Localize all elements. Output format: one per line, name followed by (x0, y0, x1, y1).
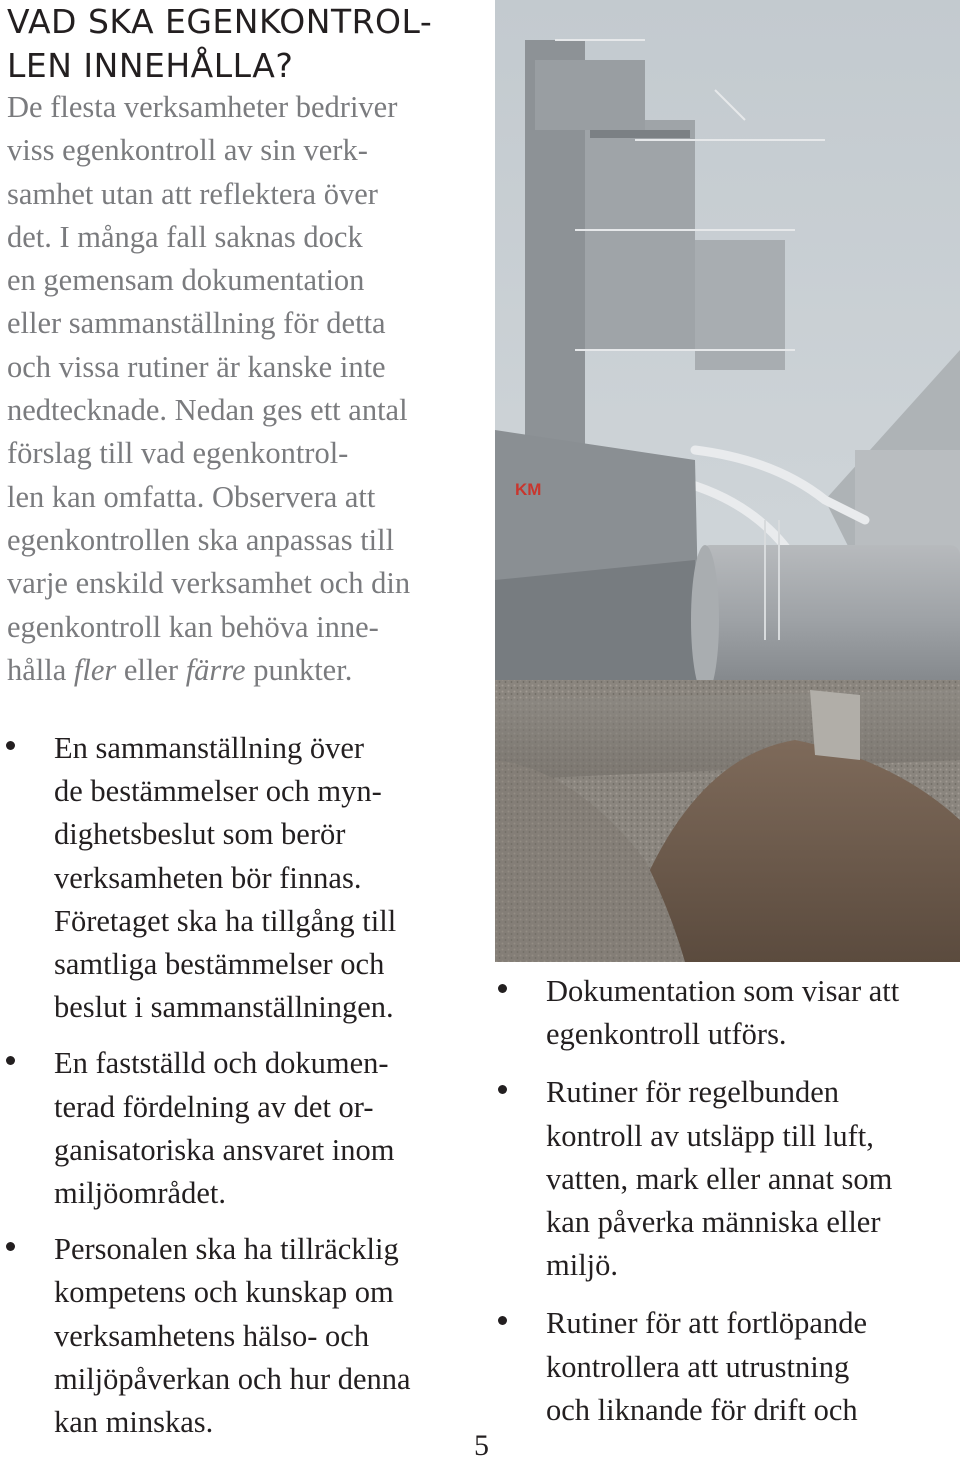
list-item-line: vatten, mark eller annat som (546, 1161, 893, 1196)
list-item-line: kan påverka människa eller (546, 1205, 881, 1240)
list-item (6, 1042, 486, 1215)
list-item-line: kan minskas. (54, 1405, 214, 1440)
list-item-line: Företaget ska ha tillgång till (54, 903, 397, 938)
list-item-line: de bestämmelser och myn- (54, 774, 382, 809)
photo-illustration (495, 0, 960, 962)
list-item-line: beslut i sammanställningen. (54, 990, 394, 1025)
section-heading (7, 0, 477, 88)
intro-line: viss egenkontroll av sin verk- (7, 133, 368, 168)
intro-line: nedtecknade. Nedan ges ett antal (7, 393, 408, 428)
list-item-line: miljöområdet. (54, 1176, 226, 1211)
list-item-line: Dokumentation som visar att (546, 974, 900, 1008)
list-item (498, 1302, 958, 1432)
list-item-line: Rutiner för att fortlöpande (546, 1306, 867, 1341)
heading-line: LEN INNEHÅLLA? (7, 46, 294, 85)
list-item-line: miljöpåverkan och hur denna (54, 1361, 411, 1396)
list-item-line: egenkontroll utförs. (546, 1017, 787, 1052)
list-item-line: terad fördelning av det or- (54, 1089, 374, 1124)
intro-line: förslag till vad egenkontrol- (7, 436, 349, 471)
bullet-dot-icon (6, 741, 15, 750)
list-item-line: En fastställd och dokumen- (54, 1046, 389, 1081)
heading-line: VAD SKA EGENKONTROL- (7, 2, 433, 41)
industrial-plant-photo (495, 0, 960, 962)
list-item-line: och liknande för drift och (546, 1392, 858, 1427)
list-item-line: Personalen ska ha tillräcklig (54, 1232, 399, 1267)
intro-line: len kan omfatta. Observera att (7, 479, 376, 514)
emphasis-farre: färre (185, 652, 246, 687)
intro-last-line (7, 649, 487, 692)
list-item (6, 1228, 486, 1444)
list-item (498, 970, 958, 1056)
list-item-line: samtliga bestämmelser och (54, 947, 385, 982)
right-bullet-list (498, 970, 958, 1447)
plant-logo: KM (515, 480, 542, 499)
page-number: 5 (474, 1429, 489, 1462)
intro-line: det. I många fall saknas dock (7, 219, 363, 254)
list-item-line: kontroll av utsläpp till luft, (546, 1118, 874, 1153)
list-item (6, 727, 486, 1029)
left-bullet-list (6, 727, 486, 1457)
list-item-line: Rutiner för regelbunden (546, 1075, 840, 1110)
bullet-dot-icon (498, 984, 507, 993)
intro-paragraph (7, 86, 487, 692)
intro-line: och vissa rutiner är kanske inte (7, 349, 386, 384)
list-item-line: ganisatoriska ansvaret inom (54, 1132, 395, 1167)
bullet-dot-icon (498, 1316, 507, 1325)
intro-line: eller sammanställning för detta (7, 306, 386, 341)
bullet-dot-icon (6, 1242, 15, 1251)
intro-text: punkter. (245, 652, 353, 687)
bullet-dot-icon (498, 1085, 507, 1094)
intro-line: De flesta verksamheter bedriver (7, 90, 398, 124)
list-item-line: verksamheten bör finnas. (54, 860, 362, 895)
bullet-dot-icon (6, 1056, 15, 1065)
list-item-line: kompetens och kunskap om (54, 1275, 394, 1310)
list-item (498, 1071, 958, 1287)
intro-line: egenkontrollen ska anpassas till (7, 522, 395, 557)
list-item-line: kontrollera att utrustning (546, 1349, 850, 1384)
list-item-line: miljö. (546, 1248, 619, 1283)
list-item-line: En sammanställning över (54, 731, 365, 765)
list-item-line: verksamhetens hälso- och (54, 1318, 370, 1353)
intro-text: eller (116, 652, 186, 687)
intro-text: hålla (7, 652, 74, 687)
emphasis-fler: fler (73, 652, 117, 687)
intro-line: samhet utan att reflektera över (7, 176, 378, 211)
list-item-line: dighetsbeslut som berör (54, 817, 346, 852)
intro-line: varje enskild verksamhet och din (7, 566, 411, 601)
intro-line: egenkontroll kan behöva inne- (7, 609, 379, 644)
intro-line: en gemensam dokumentation (7, 263, 365, 298)
